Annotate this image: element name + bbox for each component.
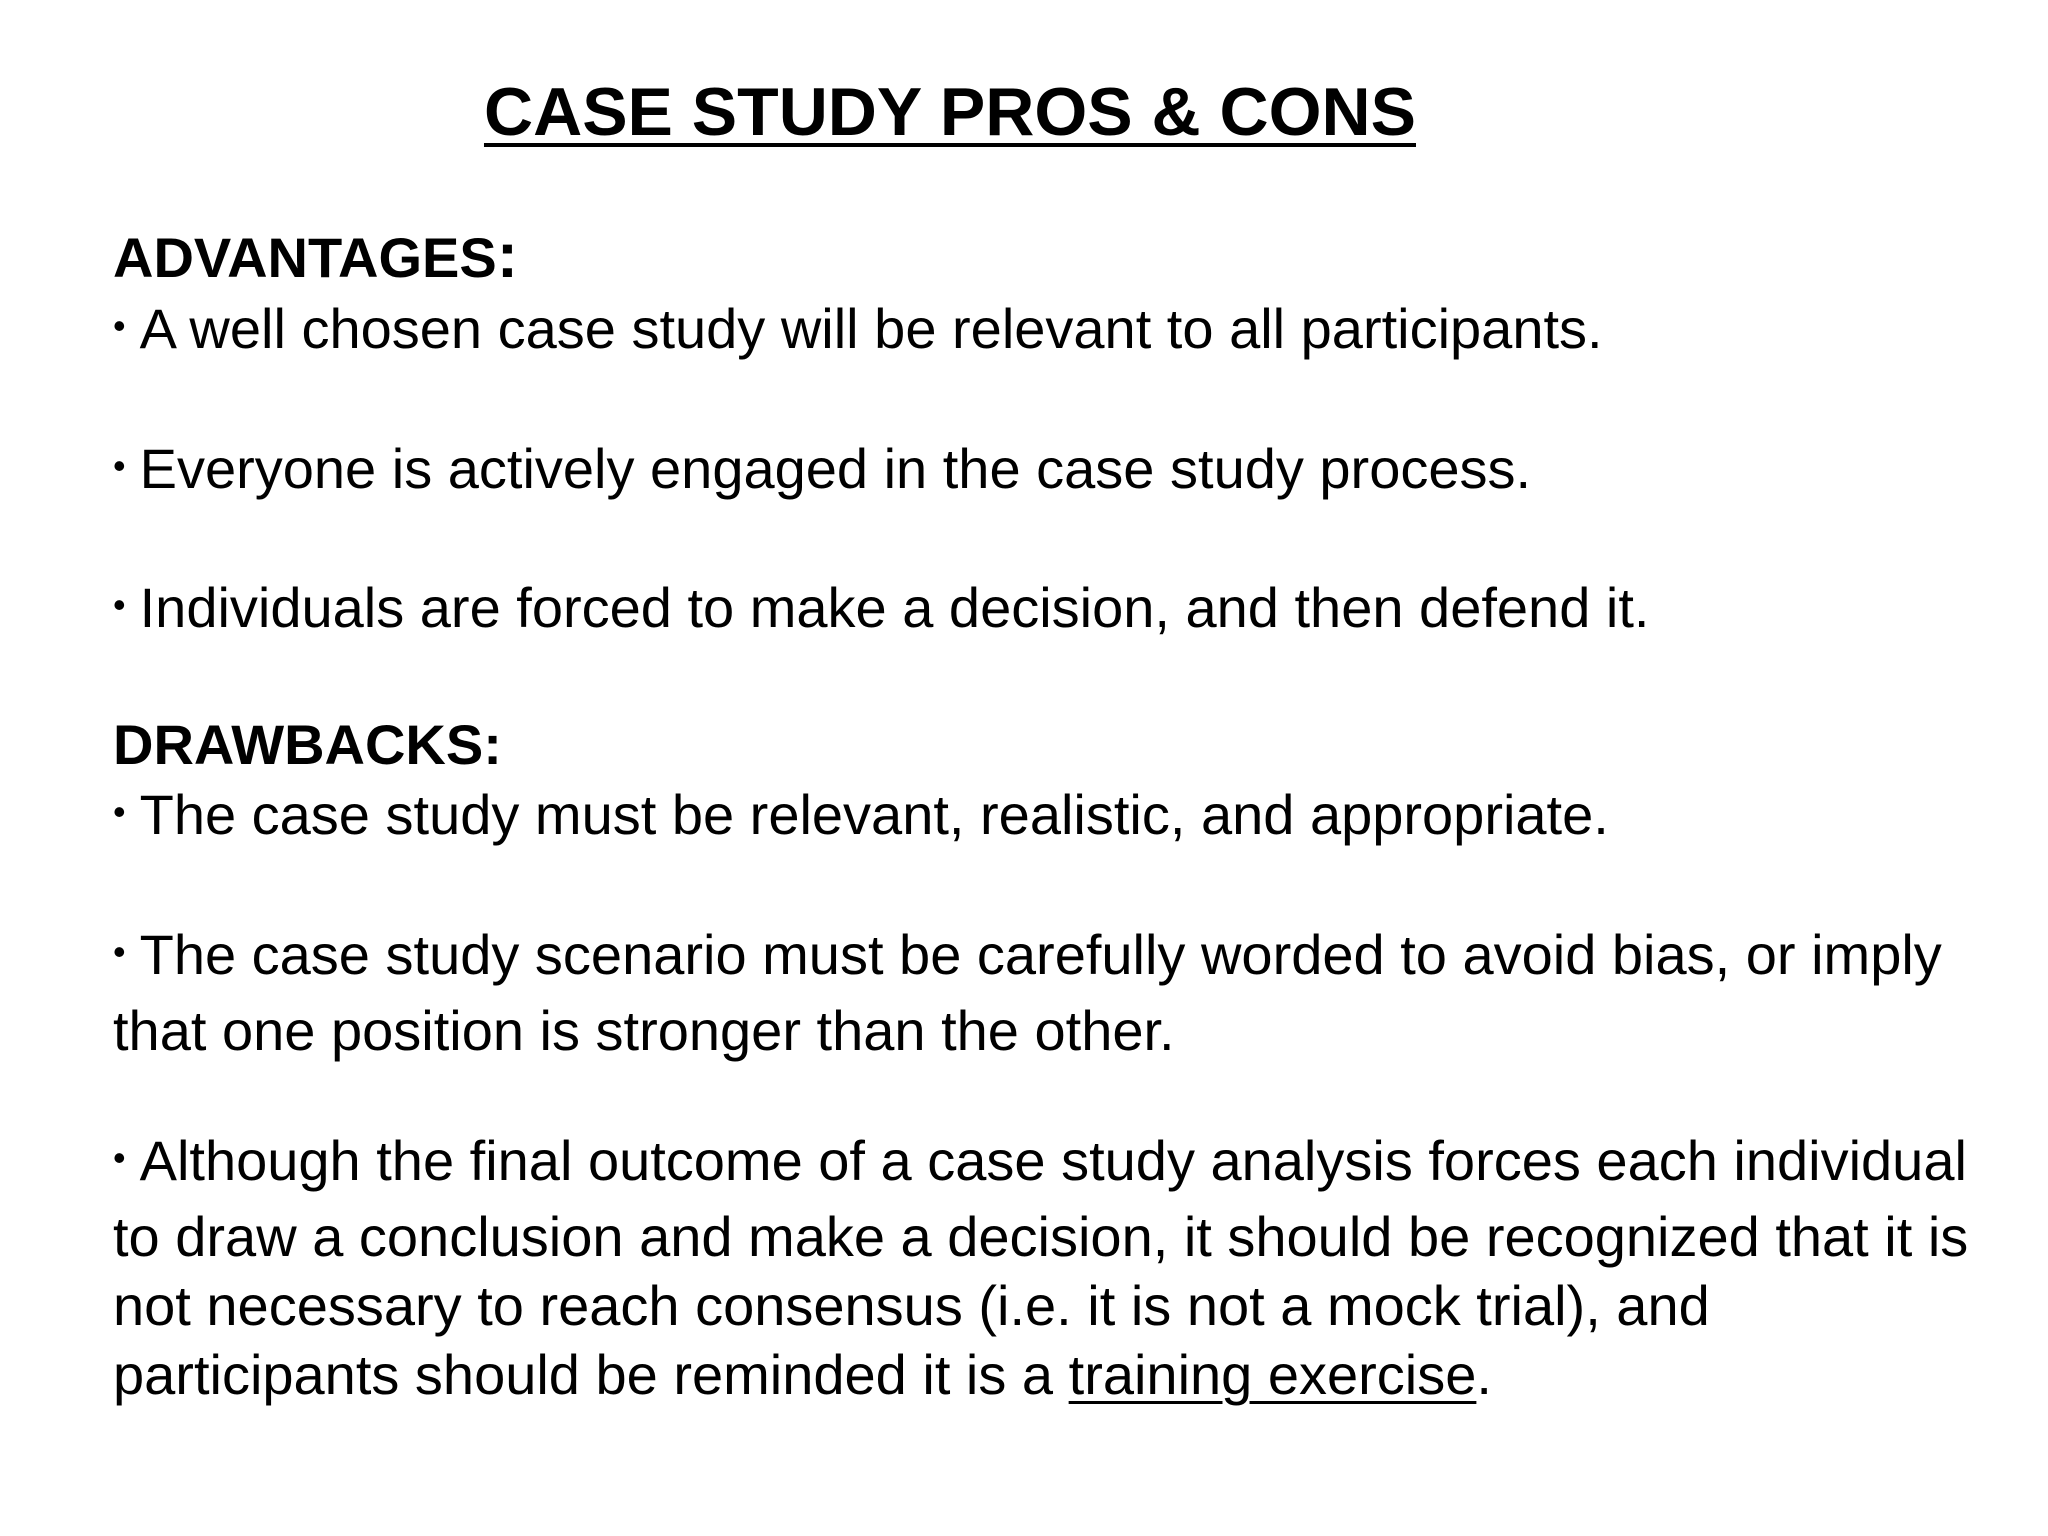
drawback-item-1 bbox=[113, 780, 1973, 856]
advantages-heading-text: ADVANTAGES bbox=[113, 226, 497, 289]
drawback-item-3-end: . bbox=[1476, 1343, 1492, 1406]
drawback-item-3 bbox=[113, 1126, 1973, 1409]
advantage-item-2 bbox=[113, 434, 1973, 510]
bullet-icon: • bbox=[113, 584, 126, 625]
drawback-item-2-text: The case study scenario must be carefully worded to avoid bias, or imply that one position is stronger than the other. bbox=[113, 923, 1942, 1062]
drawback-item-1-text: The case study must be relevant, realistic, and appropriate. bbox=[139, 783, 1609, 846]
drawbacks-heading: DRAWBACKS: bbox=[113, 713, 502, 776]
advantages-section bbox=[113, 220, 1973, 293]
advantage-item-1 bbox=[113, 294, 1973, 370]
advantage-item-3-text: Individuals are forced to make a decision, and then defend it. bbox=[139, 576, 1650, 639]
advantage-item-2-text: Everyone is actively engaged in the case study process. bbox=[139, 437, 1532, 500]
advantages-heading-colon: : bbox=[496, 219, 519, 291]
advantage-item-1-text: A well chosen case study will be relevant to all participants. bbox=[139, 297, 1603, 360]
drawback-item-3-text: Although the final outcome of a case study analysis forces each individual to draw a conclusion and make a decision, it should be recognized that it is not necessary to reach consensus (i.e. it is not a mock trial), and participants should be reminded it is a bbox=[113, 1129, 1969, 1406]
drawbacks-section bbox=[113, 710, 1973, 780]
bullet-icon: • bbox=[113, 1137, 126, 1178]
advantage-item-3 bbox=[113, 573, 1973, 649]
advantages-heading bbox=[113, 220, 1973, 293]
drawback-item-2 bbox=[113, 920, 1973, 1065]
slide-title: CASE STUDY PROS & CONS bbox=[483, 74, 1416, 150]
bullet-icon: • bbox=[113, 445, 126, 486]
bullet-icon: • bbox=[113, 931, 126, 972]
bullet-icon: • bbox=[113, 791, 126, 832]
training-exercise-emphasis: training exercise bbox=[1068, 1343, 1477, 1406]
bullet-icon: • bbox=[113, 305, 126, 346]
